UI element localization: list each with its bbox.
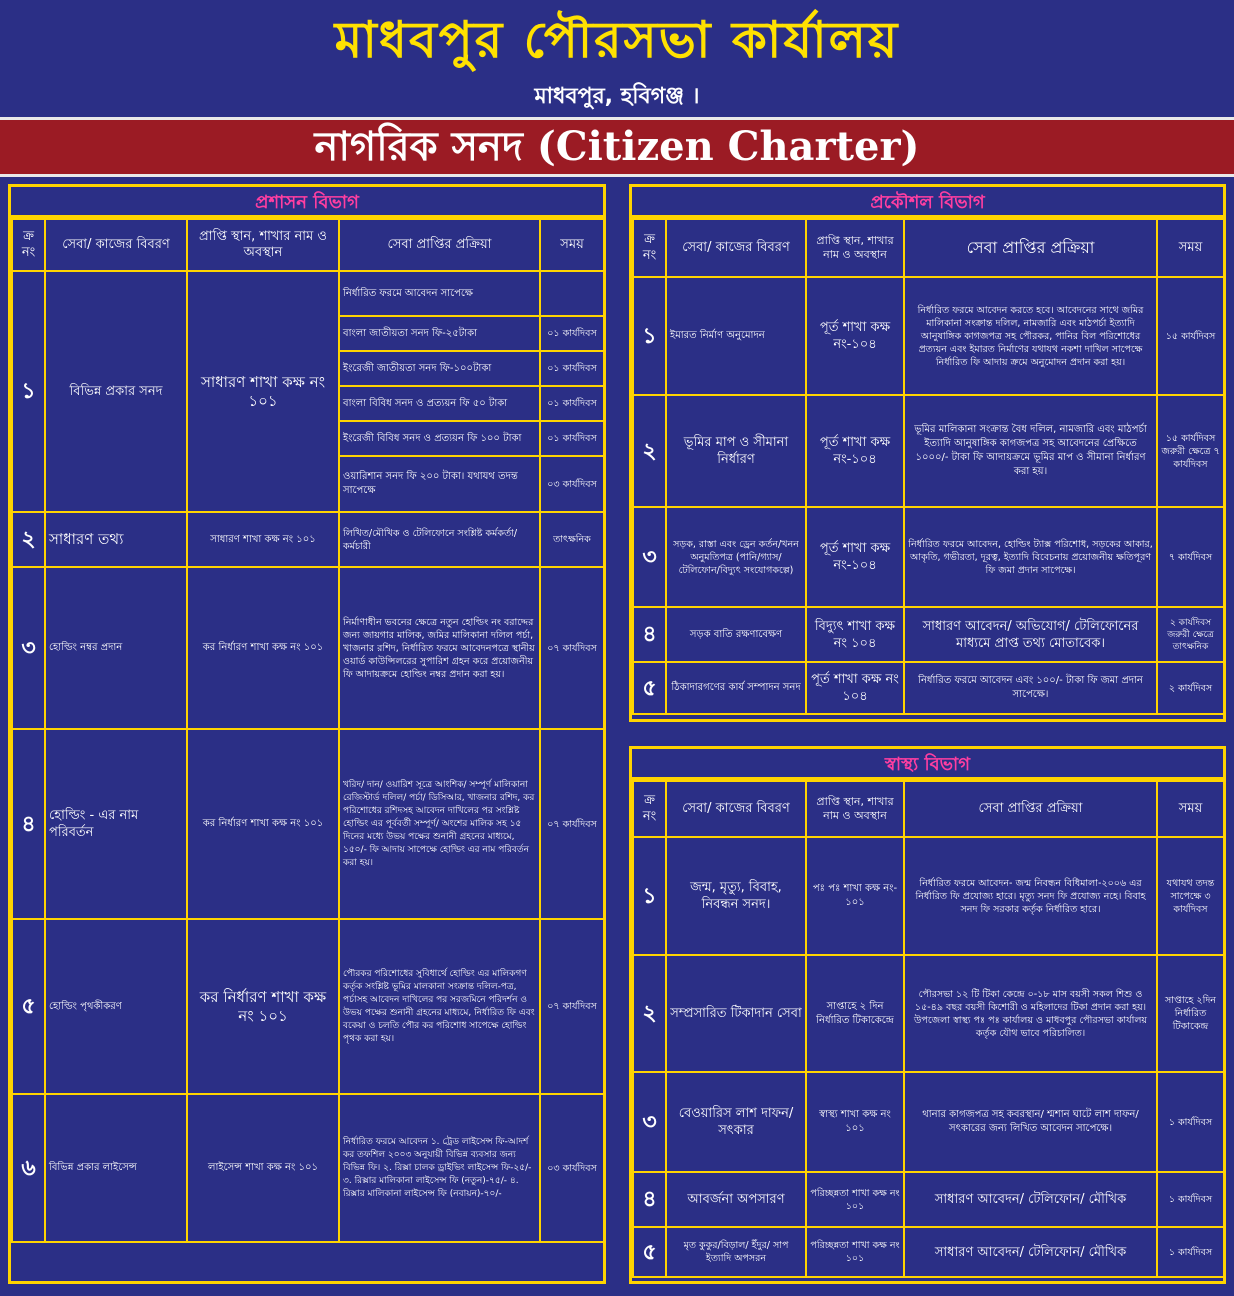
column-header-sl: ক্র নং — [633, 781, 666, 837]
service-process: নির্ধারিত ফরমে আবেদন ১. ট্রেড লাইসেন্স ফি-আদর্শ কর তফশিল ২০০৩ অনুযায়ী বিভিন্ন ব্যবসার জন্য বিভিন্ন ফি। ২. রিক্সা চালক ড্রাইভিং লাইসেন্স ফি-২৫/- ৩. রিক্সার মালিকানা লাইসেন্স ফি (নতুন)-৭৫/- ৪. রিক্সার মালিকানা লাইসেন্স ফি (নবায়ন)-৭০/- — [339, 1094, 540, 1242]
row-number: ৩ — [12, 567, 45, 729]
row-number: ৪ — [633, 607, 666, 662]
row-number: ৬ — [12, 1094, 45, 1242]
service-process: নির্ধারিত ফরমে আবেদন- জন্ম নিবন্ধন বিধিমালা-২০০৬ এর নির্ধারিত ফি প্রযোজ্য হারে। মৃত্যু সনদ ফি প্রযোজ্য নহে। বিবাহ সনদ ফি সরকার কর্তৃক নির্ধারিত হারে। — [904, 837, 1157, 955]
table-row — [633, 1172, 1224, 1227]
column-header-service: সেবা/ কাজের বিবরণ — [666, 781, 806, 837]
service-description: হোল্ডিং নম্বর প্রদান — [45, 567, 187, 729]
table-row — [12, 567, 604, 729]
column-header-process: সেবা প্রাপ্তির প্রক্রিয়া — [904, 219, 1157, 277]
service-process: নির্ধারিত ফরমে আবেদন, হোল্ডিং ট্যাক্স পরিশোধ, সড়কের আকার, আকৃতি, গভীরতা, দূরত্ব, ইত্যাদি বিবেচনায় প্রয়োজনীয় ক্ষতিপূরণ ফি জমা প্রদান সাপেক্ষে। — [904, 507, 1157, 607]
column-header-process: সেবা প্রাপ্তির প্রক্রিয়া — [339, 219, 540, 271]
office-location: মাধবপুর, হবিগঞ্জ । — [534, 84, 700, 109]
service-time: ০৭ কার্যদিবস — [540, 567, 604, 729]
column-header-place: প্রাপ্তি স্থান, শাখার নাম ও অবস্থান — [806, 219, 904, 277]
service-process: বাংলা বিবিধ সনদ ও প্রত্যয়ন ফি ৫০ টাকা — [339, 386, 540, 421]
service-description: বিভিন্ন প্রকার সনদ — [45, 271, 187, 512]
service-process: সাধারণ আবেদন/ অভিযোগ/ টেলিফোনের মাধ্যমে প্রাপ্ত তথ্য মোতাবেক। — [904, 607, 1157, 662]
table-row — [633, 662, 1224, 714]
service-time: ০১ কার্যদিবস — [540, 421, 604, 456]
service-description: বিভিন্ন প্রকার লাইসেন্স — [45, 1094, 187, 1242]
row-number: ২ — [12, 512, 45, 567]
table-row — [633, 277, 1224, 395]
service-time: ০৩ কার্যদিবস — [540, 456, 604, 512]
service-time: যথাযথ তদন্ত সাপেক্ষে ৩ কার্যদিবস — [1157, 837, 1224, 955]
health-department-panel — [629, 746, 1226, 1284]
service-process: ভূমির মালিকানা সংক্রান্ত বৈধ দলিল, নামজারি এবং মাঠপর্চা ইত্যাদি আনুষাঙ্গিক কাগজপত্র সহ আবেদনের প্রেক্ষিতে ১০০০/- টাকা ফি আদায়ক্রমে ভূমির মাপ ও সীমানা নির্ধারণ করা হয়। — [904, 395, 1157, 507]
table-row — [12, 271, 604, 316]
column-header-service: সেবা/ কাজের বিবরণ — [666, 219, 806, 277]
service-time: ৭ কার্যদিবস — [1157, 507, 1224, 607]
service-place: কর নির্ধারণ শাখা কক্ষ নং ১০১ — [187, 567, 339, 729]
service-time: ০৭ কার্যদিবস — [540, 919, 604, 1094]
service-description: মৃত কুকুর/বিড়াল/ ইঁদুর/ সাপ ইত্যাদি অপসরন — [666, 1227, 806, 1277]
service-description: জন্ম, মৃত্যু, বিবাহ, নিবন্ধন সনদ। — [666, 837, 806, 955]
row-number: ৩ — [633, 1072, 666, 1172]
service-process: খরিদ/ দান/ ওয়ারিশ সূত্রে আংশিক/ সম্পূর্ণ মালিকানা রেজিস্টার্ড দলিল/ পর্চা/ ডিসিআর, খাজনার রশিদ, কর পরিশোধের রশিদসহ আবেদন দাখিলের পর সংশ্লিষ্ট হোল্ডিং এর পূর্ববর্তী সম্পূর্ণ/ অংশের মালিক সহ ১৫ দিনের মধ্যে উভয় পক্ষের শুনানী গ্রহনের মাধ্যমে, ১৫০/- ফি আদায় সাপেক্ষে হোল্ডিং এর নাম পরিবর্তন করা হয়। — [339, 729, 540, 919]
service-process: ইংরেজী জাতীয়তা সনদ ফি-১০০টাকা — [339, 351, 540, 386]
row-number: ৫ — [633, 1227, 666, 1277]
service-process: নির্মাণাধীন ভবনের ক্ষেত্রে নতুন হোল্ডিং নং বরাদ্দের জন্য জায়গার মালিক, জমির মালিকানা দলিল পর্চা, খাজনার রশিদ, নির্ধারিত ফরমে আবেদনপত্রে স্থানীয় ওয়ার্ড কাউন্সিলরের সুপারিশ গ্রহন করে প্রয়োজনীয় ফি আদায়ক্রমে হোল্ডিং নম্বর প্রদান করা হয়। — [339, 567, 540, 729]
service-process: নির্ধারিত ফরমে আবেদন করতে হবে। আবেদনের সাথে জমির মালিকানা সংক্রান্ত দলিল, নামজারি এবং মাঠপর্চা ইত্যাদি আনুষাঙ্গিক কাগজপত্র সহ পৌরকর, পানির বিল পরিশোধের প্রত্যয়ন এবং ইমারত নির্মাণের যথাযথ নকশা দাখিল সাপেক্ষে নির্ধারিত ফি আদায় ক্রমে অনুমোদন প্রদান করা হয়। — [904, 277, 1157, 395]
service-place: বিদ্যুৎ শাখা কক্ষ নং ১০৪ — [806, 607, 904, 662]
service-process: ওয়ারিশান সনদ ফি ২০০ টাকা। যথাযথ তদন্ত সাপেক্ষে — [339, 456, 540, 512]
row-number: ১ — [12, 271, 45, 512]
row-number: ১ — [633, 277, 666, 395]
service-process: নির্ধারিত ফরমে আবেদন সাপেক্ষে — [339, 271, 540, 316]
table-row — [633, 607, 1224, 662]
table-row — [12, 729, 604, 919]
service-time: ০১ কার্যদিবস — [540, 386, 604, 421]
table-row — [633, 1072, 1224, 1172]
service-description: সাধারণ তথ্য — [45, 512, 187, 567]
table-header-row — [633, 219, 1224, 277]
column-header-place: প্রাপ্তি স্থান, শাখার নাম ও অবস্থান — [806, 781, 904, 837]
service-place: পূর্ত শাখা কক্ষ নং-১০৪ — [806, 277, 904, 395]
service-place: পূর্ত শাখা কক্ষ নং ১০৪ — [806, 662, 904, 714]
service-time: ১৫ কার্যদিবস — [1157, 277, 1224, 395]
service-time: তাৎক্ষনিক — [540, 512, 604, 567]
row-number: ৫ — [633, 662, 666, 714]
service-description: ঠিকাদারগণের কার্য সম্পাদন সনদ — [666, 662, 806, 714]
table-header-row — [633, 781, 1224, 837]
row-number: ৫ — [12, 919, 45, 1094]
service-process: পৌরকর পরিশোধের সুবিধার্থে হোল্ডিং এর মালিকগণ কর্তৃক সংশ্লিষ্ট ভূমির মালকানা সংক্রান্ত দলিল-পত্র, পর্চাসহ আবেদন দাখিলের পর সরজমিনে পরিদর্শন ও উভয় পক্ষের শুনানী গ্রহনের মাধ্যমে, নির্ধারিত ফি এবং বকেয়া ও চলতি পৌর কর পরিশোধ সাপেক্ষে হোল্ডিং পৃথক করা হয়। — [339, 919, 540, 1094]
service-time: ০১ কার্যদিবস — [540, 316, 604, 351]
service-time: ০৭ কার্যদিবস — [540, 729, 604, 919]
service-description: হোল্ডিং পৃথকীকরণ — [45, 919, 187, 1094]
engineering-table — [632, 218, 1225, 715]
column-header-time: সময় — [1157, 781, 1224, 837]
citizen-charter-banner: নাগরিক সনদ (Citizen Charter) — [0, 117, 1234, 177]
service-time: ১ কার্যদিবস — [1157, 1227, 1224, 1277]
table-row — [633, 395, 1224, 507]
column-header-time: সময় — [540, 219, 604, 271]
health-department-heading: স্বাস্থ্য বিভাগ — [632, 749, 1223, 780]
service-time: ১ কার্যদিবস — [1157, 1172, 1224, 1227]
service-place: পূর্ত শাখা কক্ষ নং-১০৪ — [806, 507, 904, 607]
engineering-department-heading: প্রকৌশল বিভাগ — [632, 187, 1223, 218]
service-description: সড়ক বাতি রক্ষণাবেক্ষণ — [666, 607, 806, 662]
table-row — [12, 1094, 604, 1242]
table-row — [12, 512, 604, 567]
service-place: পূর্ত শাখা কক্ষ নং-১০৪ — [806, 395, 904, 507]
service-process: ইংরেজী বিবিধ সনদ ও প্রত্যয়ন ফি ১০০ টাকা — [339, 421, 540, 456]
service-process: থানার কাগজপত্র সহ কবরস্থান/ শ্মশান ঘাটে লাশ দাফন/ সৎকারের জন্য লিখিত আবেদন সাপেক্ষে। — [904, 1072, 1157, 1172]
service-place: পরিচ্ছন্নতা শাখা কক্ষ নং ১০১ — [806, 1227, 904, 1277]
service-process: নির্ধারিত ফরমে আবেদন এবং ১০০/- টাকা ফি জমা প্রদান সাপেক্ষে। — [904, 662, 1157, 714]
office-title: মাধবপুর পৌরসভা কার্যালয় — [334, 11, 900, 69]
table-row — [633, 955, 1224, 1072]
service-place: কর নির্ধারণ শাখা কক্ষ নং ১০১ — [187, 919, 339, 1094]
service-place: সাপ্তাহে ২ দিন নির্ধারিত টিকাকেন্দ্রে — [806, 955, 904, 1072]
service-time: ০৩ কার্যদিবস — [540, 1094, 604, 1242]
column-header-process: সেবা প্রাপ্তির প্রক্রিয়া — [904, 781, 1157, 837]
service-description: বেওয়ারিস লাশ দাফন/ সৎকার — [666, 1072, 806, 1172]
service-process: সাধারণ আবেদন/ টেলিফোন/ মৌখিক — [904, 1172, 1157, 1227]
column-header-place: প্রাপ্তি স্থান, শাখার নাম ও অবস্থান — [187, 219, 339, 271]
service-process: লিখিত/মৌখিক ও টেলিফোনে সংশ্লিষ্ট কর্মকর্তা/কর্মচারী — [339, 512, 540, 567]
service-place: লাইসেন্স শাখা কক্ষ নং ১০১ — [187, 1094, 339, 1242]
admin-table — [11, 218, 605, 1243]
service-place: পঃ পঃ শাখা কক্ষ নং- ১০১ — [806, 837, 904, 955]
admin-department-panel — [8, 184, 606, 1284]
service-place: কর নির্ধারণ শাখা কক্ষ নং ১০১ — [187, 729, 339, 919]
health-table — [632, 780, 1225, 1278]
service-time: সাপ্তাহে ২দিন নির্ধারিত টিকাকেন্দ্র — [1157, 955, 1224, 1072]
service-description: আবর্জনা অপসারণ — [666, 1172, 806, 1227]
service-time: ২ কার্যদিবস — [1157, 662, 1224, 714]
column-header-sl: ক্র নং — [12, 219, 45, 271]
row-number: ২ — [633, 395, 666, 507]
row-number: ৪ — [633, 1172, 666, 1227]
row-number: ৪ — [12, 729, 45, 919]
column-header-time: সময় — [1157, 219, 1224, 277]
service-process: পৌরসভা ১২ টি টিকা কেন্দ্রে ০-১৮ মাস বয়সী সকল শিশু ও ১৫-৪৯ বছর বয়সী কিশোরী ও মহিলাদের টিকা প্রদান করা হয়। উপজেলা স্বাস্থ্য পঃ পঃ কার্যালয় ও মাধবপুর পৌরসভা কার্যালয় কর্তৃক যৌথ ভাবে পরিচালিত। — [904, 955, 1157, 1072]
service-description: ইমারত নির্মাণ অনুমোদন — [666, 277, 806, 395]
table-row — [633, 837, 1224, 955]
service-description: সড়ক, রাস্তা এবং ড্রেন কর্তন/খনন অনুমতিপত্র (পানি/গ্যাস/টেলিফোন/বিদ্যুৎ সংযোগকল্পে) — [666, 507, 806, 607]
service-time: ২ কার্যদিবস জরুরী ক্ষেত্রে তাৎক্ষনিক — [1157, 607, 1224, 662]
service-description: হোল্ডিং - এর নাম পরিবর্তন — [45, 729, 187, 919]
admin-department-heading: প্রশাসন বিভাগ — [11, 187, 603, 218]
service-description: ভূমির মাপ ও সীমানা নির্ধারণ — [666, 395, 806, 507]
engineering-department-panel — [629, 184, 1226, 722]
row-number: ২ — [633, 955, 666, 1072]
row-number: ১ — [633, 837, 666, 955]
column-header-service: সেবা/ কাজের বিবরণ — [45, 219, 187, 271]
service-process: বাংলা জাতীয়তা সনদ ফি-২৫টাকা — [339, 316, 540, 351]
service-place: সাধারণ শাখা কক্ষ নং ১০১ — [187, 271, 339, 512]
service-process: সাধারণ আবেদন/ টেলিফোন/ মৌখিক — [904, 1227, 1157, 1277]
service-time: ১৫ কার্যদিবস জরুরী ক্ষেত্রে ৭ কার্যদিবস — [1157, 395, 1224, 507]
service-time — [540, 271, 604, 316]
table-row — [633, 507, 1224, 607]
service-place: পরিচ্ছন্নতা শাখা কক্ষ নং ১০১ — [806, 1172, 904, 1227]
row-number: ৩ — [633, 507, 666, 607]
service-time: ১ কার্যদিবস — [1157, 1072, 1224, 1172]
service-place: সাধারণ শাখা কক্ষ নং ১০১ — [187, 512, 339, 567]
service-time: ০১ কার্যদিবস — [540, 351, 604, 386]
table-row — [633, 1227, 1224, 1277]
service-place: স্বাস্থ্য শাখা কক্ষ নং ১০১ — [806, 1072, 904, 1172]
table-header-row — [12, 219, 604, 271]
service-description: সম্প্রসারিত টিকাদান সেবা — [666, 955, 806, 1072]
table-row — [12, 919, 604, 1094]
column-header-sl: ক্র নং — [633, 219, 666, 277]
